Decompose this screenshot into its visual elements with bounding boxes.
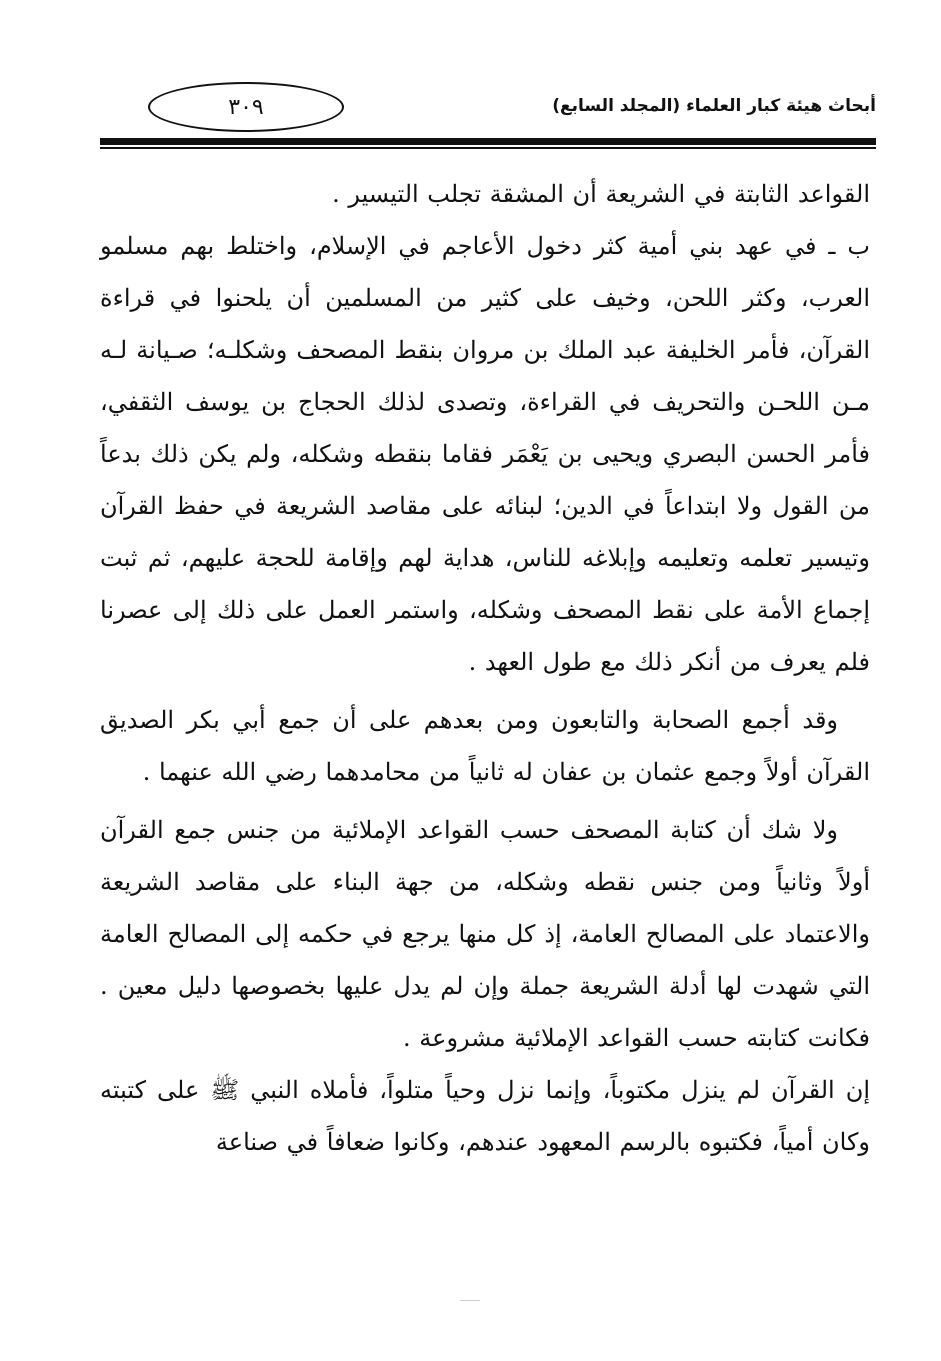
header-rule-thick xyxy=(100,138,876,145)
paragraph: وقد أجمع الصحابة والتابعون ومن بعدهم على أن جمع أبي بكر الصديق القرآن أولاً وجمع عثمان بن عفان له ثانياً من محامدهما رضي الله عنهما . xyxy=(100,706,870,786)
header-rule-thin xyxy=(100,147,876,149)
body-text xyxy=(100,168,870,1168)
paragraph: ب ـ في عهد بني أمية كثر دخول الأعاجم في الإسلام، واختلط بهم مسلمو العرب، وكثر اللحن، وخيف على كثير من المسلمين أن يلحنوا في قراءة القرآن، فأمر الخليفة عبد الملك بن مروان بنقط المصحف وشكلـه؛ صـيانة لـه مـن اللحـن والتحريف في القراءة، وتصدى لذلك الحجاج بن يوسف الثقفي، فأمر الحسن البصري ويحيى بن يَعْمَر فقاما بنقطه وشكله، ولم يكن ذلك بدعاً من القول ولا ابتداعاً في الدين؛ لبنائه على مقاصد الشريعة في حفظ القرآن وتيسير تعلمه وتعليمه وإبلاغه للناس، هداية لهم وإقامة للحجة عليهم، ثم ثبت إجماع الأمة على نقط المصحف وشكله، واستمر العمل على ذلك إلى عصرنا فلم يعرف من أنكر ذلك مع طول العهد . xyxy=(100,232,870,676)
footer-mark xyxy=(460,1300,480,1301)
paragraph: إن القرآن لم ينزل مكتوباً، وإنما نزل وحياً متلواً، فأملاه النبي ﷺ على كتبته وكان أمياً، فكتبوه بالرسم المعهود عندهم، وكانوا ضعافاً في صناعة xyxy=(100,1076,870,1156)
running-head: أبحاث هيئة كبار العلماء (المجلد السابع) xyxy=(552,96,876,116)
paragraph: القواعد الثابتة في الشريعة أن المشقة تجلب التيسير . xyxy=(332,180,870,208)
page-header xyxy=(100,82,876,136)
page-number: ٣٠٩ xyxy=(148,82,344,132)
paragraph: ولا شك أن كتابة المصحف حسب القواعد الإملائية من جنس جمع القرآن أولاً وثانياً ومن جنس نقطه وشكله، من جهة البناء على مقاصد الشريعة والاعتماد على المصالح العامة، إذ كل منها يرجع في حكمه إلى المصالح العامة التي شهدت لها أدلة الشريعة جملة وإن لم يدل عليها بخصوصها دليل معين . فكانت كتابته حسب القواعد الإملائية مشروعة . xyxy=(100,816,870,1052)
